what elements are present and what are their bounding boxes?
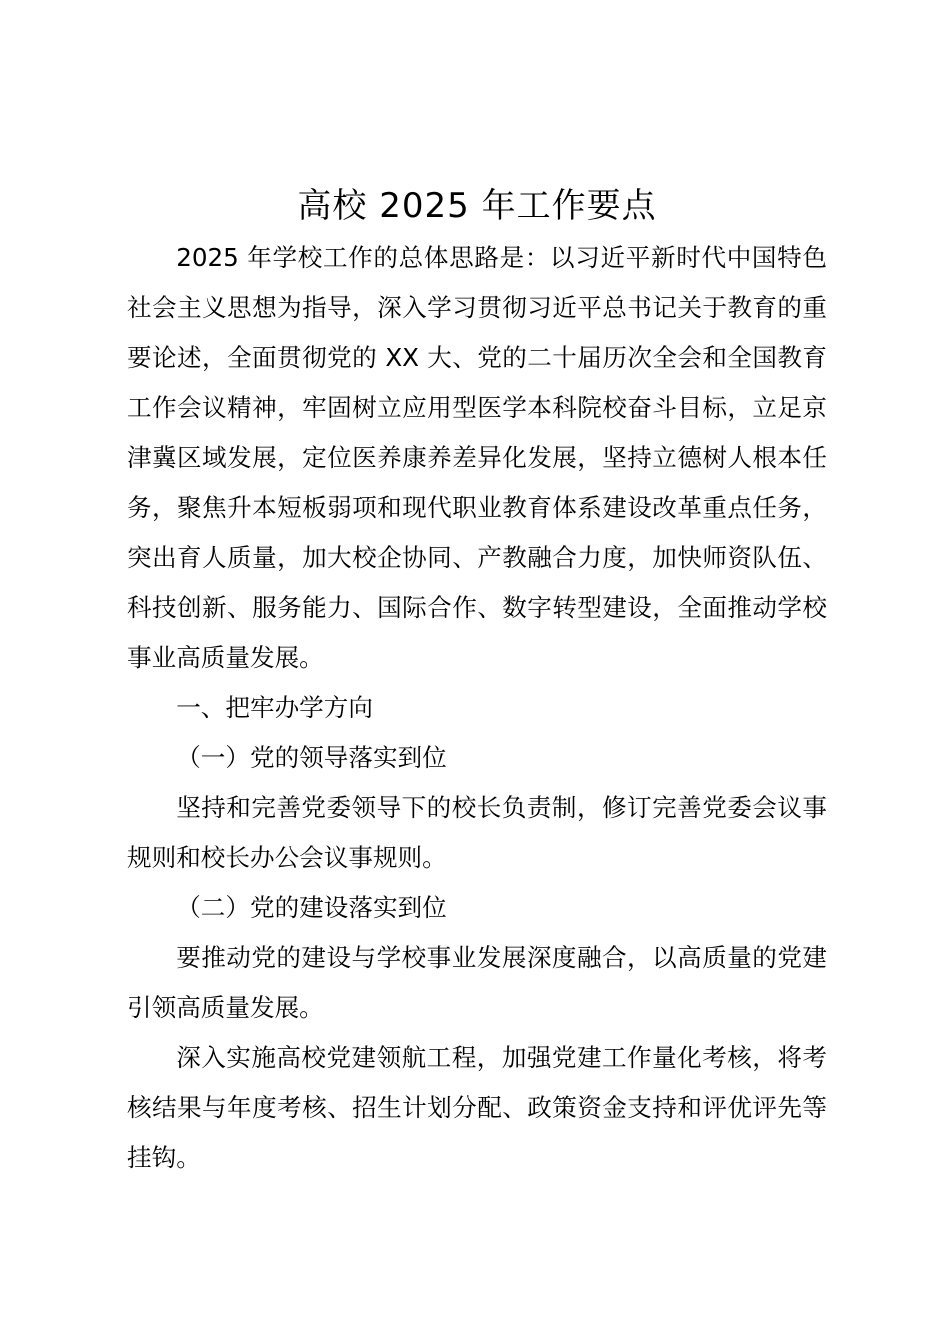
document-page <box>127 183 827 1183</box>
document-title: 高校 2025 年工作要点 <box>297 186 657 226</box>
paragraph-party-building: 要推动党的建设与学校事业发展深度融合，以高质量的党建引领高质量发展。 <box>127 943 827 1022</box>
section-heading-direction: 一、把牢办学方向 <box>176 693 373 722</box>
subsection-heading-party-building: （二）党的建设落实到位 <box>176 893 447 922</box>
subsection-heading-party-leadership: （一）党的领导落实到位 <box>176 743 447 772</box>
paragraph-overall-approach: 2025 年学校工作的总体思路是：以习近平新时代中国特色社会主义思想为指导，深入学习贯彻习近平总书记关于教育的重要论述，全面贯彻党的 XX 大、党的二十届历次全会和全国教育工作会议精神，牢固树立应用型医学本科院校奋斗目标，立足京津冀区域发展，定位医养康养差异化发展，坚持立德树人根本任务，聚焦升本短板弱项和现代职业教育体系建设改革重点任务，突出育人质量，加大校企协同、产教融合力度，加快师资队伍、科技创新、服务能力、国际合作、数字转型建设，全面推动学校事业高质量发展。 <box>127 243 827 672</box>
paragraph-party-leadership: 坚持和完善党委领导下的校长负责制，修订完善党委会议事规则和校长办公会议事规则。 <box>127 793 827 872</box>
paragraph-party-building-project: 深入实施高校党建领航工程，加强党建工作量化考核，将考核结果与年度考核、招生计划分配、政策资金支持和评优评先等挂钩。 <box>127 1043 827 1172</box>
